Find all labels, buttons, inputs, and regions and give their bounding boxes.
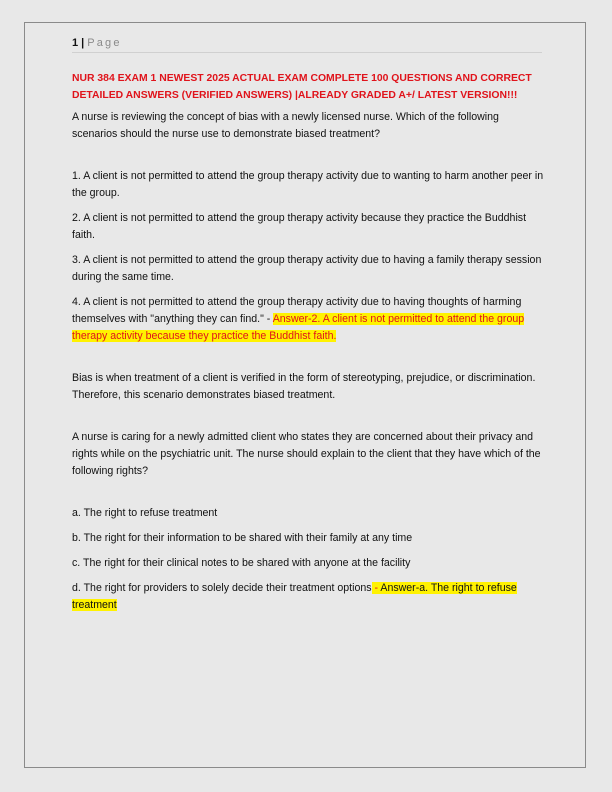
document-title: NUR 384 EXAM 1 NEWEST 2025 ACTUAL EXAM COMPLETE 100 QUESTIONS AND CORRECT DETAILED ANSWERS (VERIFIED ANSWERS) |ALREADY GRADED A+/ LATEST VERSION!!! — [72, 73, 532, 101]
question-2-option-a: a. The right to refuse treatment — [72, 507, 218, 519]
question-2-option-b: b. The right for their information to be shared with their family at any time — [72, 532, 413, 544]
question-2-option-c: c. The right for their clinical notes to be shared with anyone at the facility — [72, 557, 411, 569]
question-2-answer-dash: - — [371, 582, 381, 594]
question-1-option-1: 1. A client is not permitted to attend the group therapy activity due to wanting to harm another peer in the group. — [72, 170, 544, 199]
question-1-answer: Answer-2. A client is not permitted to attend the group therapy activity because they practice the Buddhist faith. — [72, 313, 525, 342]
question-1-stem: A nurse is reviewing the concept of bias with a newly licensed nurse. Which of the following scenarios should the nurse use to demonstrate biased treatment? — [72, 111, 499, 140]
question-1-rationale: Bias is when treatment of a client is verified in the form of stereotyping, prejudice, or discrimination. Therefore, this scenario demonstrates biased treatment. — [72, 372, 536, 401]
question-2-answer: Answer-a. The right to refuse treatment — [72, 582, 517, 611]
document-body — [72, 70, 547, 614]
page-label: Page — [87, 37, 122, 49]
question-1-option-3: 3. A client is not permitted to attend the group therapy activity due to having a family therapy session during the same time. — [72, 254, 542, 283]
page-number: 1 — [72, 37, 79, 49]
question-1-option-4 — [72, 294, 547, 345]
question-2-stem: A nurse is caring for a newly admitted client who states they are concerned about their privacy and rights while on the psychiatric unit. The nurse should explain to the client that they have which of the following rights? — [72, 431, 541, 477]
question-1-option-4-text: 4. A client is not permitted to attend the group therapy activity due to having thoughts of harming themselves with "anything they can find." — [72, 296, 522, 325]
question-1-option-2: 2. A client is not permitted to attend the group therapy activity because they practice the Buddhist faith. — [72, 212, 527, 241]
question-2-option-d — [72, 580, 547, 614]
question-2-option-d-text: d. The right for providers to solely decide their treatment options — [72, 582, 372, 594]
header-separator: | — [81, 37, 85, 49]
page-header — [72, 34, 542, 53]
question-1-answer-dash: - — [263, 313, 273, 325]
